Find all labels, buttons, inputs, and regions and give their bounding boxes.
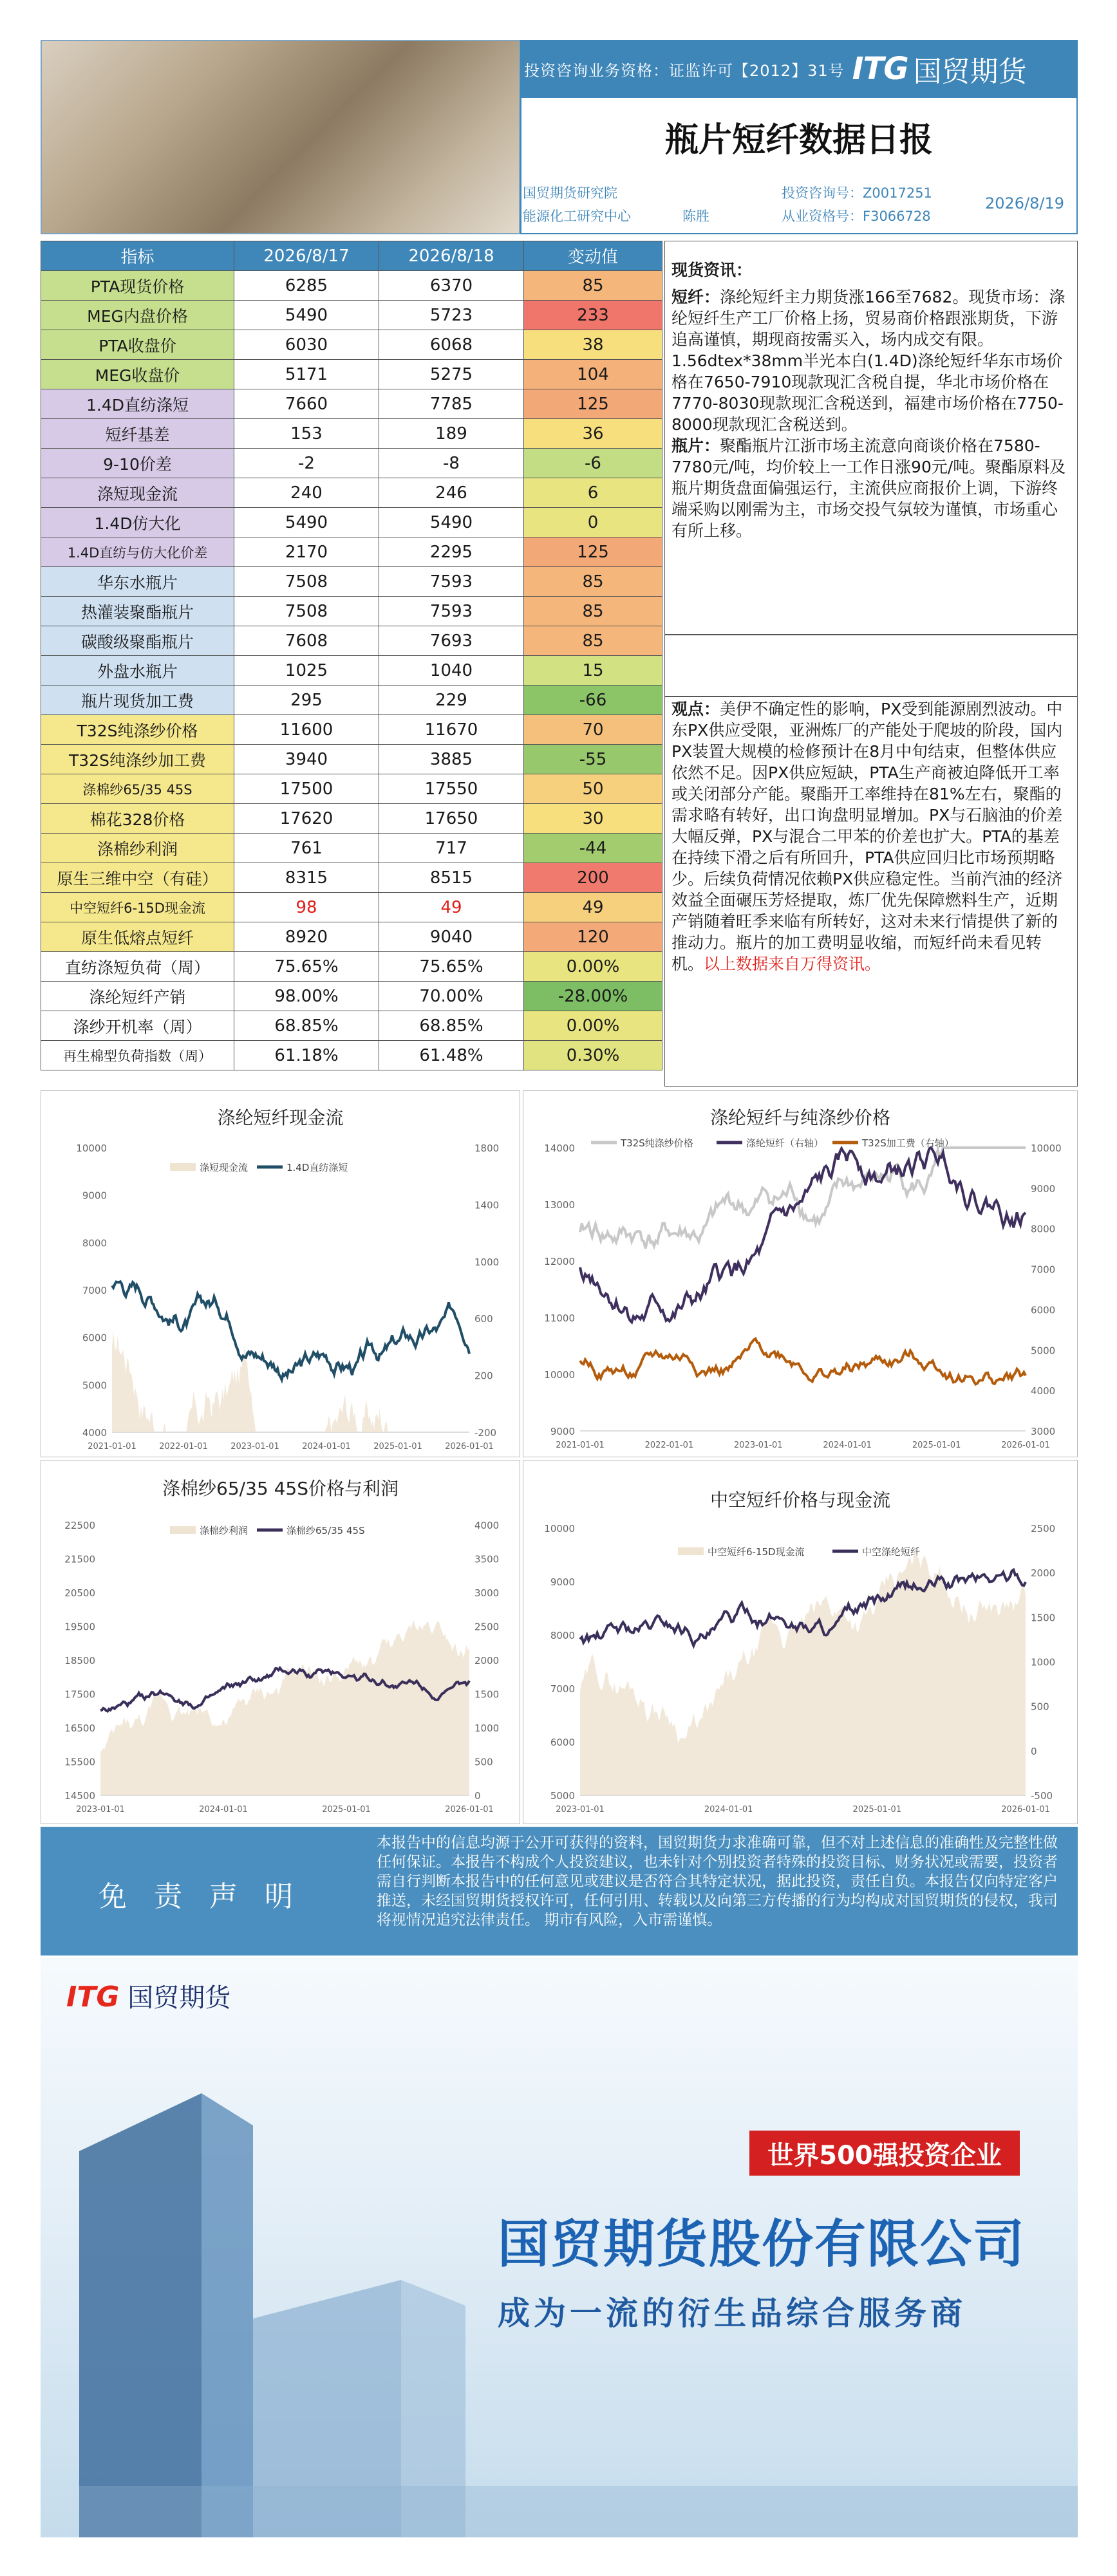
value-cell: 2295 (379, 537, 524, 567)
change-value: 49 (524, 893, 662, 922)
table-row (41, 597, 662, 626)
indicator-name: 原生三维中空（有硅） (41, 863, 234, 893)
value-cell: 7593 (379, 567, 524, 597)
change-value: -6 (524, 449, 662, 478)
right-tick-label: 3000 (474, 1587, 500, 1599)
disclaimer-text: 本报告中的信息均源于公开可获得的资料，国贸期货力求准确可靠，但不对上述信息的准确性及完整性做任何保证。本报告不构成个人投资建议，也未针对个别投资者特殊的投资目标、财务状况或需要，投资者需自行判断本报告中的任何意见或建议是否符合其特定状况，据此投资，责任自负。本报告仅向特定客户推送，未经国贸期货授权许可，任何引用、转载以及向第三方传播的行为均构成对国贸期货的侵权，我司将视情况追究法律责任。 期市有风险，入市需谨慎。 (377, 1834, 1058, 1928)
legend-label: 中空短纤6-15D现金流 (708, 1546, 805, 1558)
indicator-name: 直纺涤短负荷（周） (41, 952, 234, 982)
value-cell: 61.48% (379, 1041, 524, 1070)
value-cell: 1040 (379, 656, 524, 686)
value-cell: 9040 (379, 922, 524, 952)
table-row (41, 537, 662, 567)
indicator-name: 再生棉型负荷指数（周） (41, 1041, 234, 1070)
value-cell: 68.85% (379, 1011, 524, 1041)
value-cell: 68.85% (234, 1011, 379, 1041)
indicator-name: MEG收盘价 (41, 360, 234, 389)
value-cell: 98.00% (234, 982, 379, 1011)
change-value: 85 (524, 626, 662, 656)
right-tick-label: 9000 (1031, 1182, 1056, 1195)
right-tick-label: 1000 (474, 1256, 500, 1268)
disclaimer-title: 免 责 声 明 (99, 1880, 302, 1913)
indicator-name: 涤棉纱利润 (41, 834, 234, 863)
right-tick-label: 8000 (1031, 1223, 1056, 1235)
legend-swatch (170, 1526, 196, 1534)
value-cell: 153 (234, 419, 379, 449)
header-photo (41, 40, 520, 234)
x-tick-label: 2025-01-01 (912, 1441, 961, 1450)
value-cell: 5171 (234, 360, 379, 389)
report-title: 瓶片短纤数据日报 (520, 98, 1078, 175)
x-tick-label: 2024-01-01 (302, 1442, 351, 1451)
value-cell: 7608 (234, 626, 379, 656)
value-cell: 75.65% (379, 952, 524, 982)
table-row (41, 1041, 662, 1070)
value-cell: 7693 (379, 626, 524, 656)
right-tick-label: 1500 (1031, 1612, 1056, 1624)
right-tick-label: 2500 (1031, 1523, 1056, 1535)
company-banner (41, 1958, 1078, 2537)
change-value: 200 (524, 863, 662, 893)
value-cell: 3940 (234, 745, 379, 774)
right-tick-label: 600 (474, 1313, 493, 1325)
right-tick-label: 1000 (474, 1722, 500, 1734)
value-cell: 6370 (379, 271, 524, 301)
indicator-name: 涤纶短纤产销 (41, 982, 234, 1011)
table-row (41, 656, 662, 686)
table-row (41, 389, 662, 419)
left-tick-label: 17500 (64, 1688, 95, 1701)
change-value: 70 (524, 715, 662, 745)
indicator-name: 涤纱开机率（周） (41, 1011, 234, 1041)
change-value: 120 (524, 922, 662, 952)
value-cell: 246 (379, 478, 524, 508)
value-cell: 17550 (379, 774, 524, 804)
value-cell: 17650 (379, 804, 524, 834)
chart-staple-yarn-price (523, 1090, 1078, 1457)
legend-label: 涤棉纱利润 (200, 1525, 249, 1536)
table-row (41, 271, 662, 301)
logo-itg: ITG (852, 51, 908, 87)
x-tick-label: 2024-01-01 (823, 1441, 872, 1450)
x-tick-label: 2025-01-01 (373, 1442, 422, 1451)
change-value: -66 (524, 686, 662, 715)
legend-label: 涤纶短纤（右轴） (746, 1137, 824, 1149)
change-value: 0.00% (524, 952, 662, 982)
logo-cn: 国贸期货 (913, 55, 1027, 88)
x-tick-label: 2023-01-01 (734, 1441, 783, 1450)
indicator-name: 涤棉纱65/35 45S (41, 774, 234, 804)
value-cell: 8315 (234, 863, 379, 893)
value-cell: 8515 (379, 863, 524, 893)
table-row (41, 330, 662, 360)
value-cell: 189 (379, 419, 524, 449)
change-value: 50 (524, 774, 662, 804)
value-cell: 7508 (234, 567, 379, 597)
value-cell: 49 (379, 893, 524, 922)
value-cell: 7660 (234, 389, 379, 419)
legend-label: T32S加工费（右轴） (862, 1137, 954, 1149)
right-tick-label: 5000 (1031, 1345, 1056, 1357)
right-tick-label: 500 (1031, 1701, 1049, 1713)
left-tick-label: 14000 (544, 1143, 575, 1154)
indicator-name: 棉花328价格 (41, 804, 234, 834)
source-note: 以上数据来自万得资讯。 (704, 955, 881, 973)
indicator-name: PTA现货价格 (41, 271, 234, 301)
report-date: 2026/8/19 (985, 194, 1065, 212)
change-value: 0.30% (524, 1041, 662, 1070)
change-value: 85 (524, 597, 662, 626)
table-row (41, 863, 662, 893)
left-tick-label: 7000 (82, 1285, 107, 1296)
left-tick-label: 6000 (82, 1332, 107, 1344)
value-cell: 17620 (234, 804, 379, 834)
table-row (41, 567, 662, 597)
chart-title: 涤纶短纤现金流 (217, 1107, 344, 1128)
indicator-name: 外盘水瓶片 (41, 656, 234, 686)
x-tick-label: 2021-01-01 (556, 1441, 605, 1450)
legend-swatch (170, 1163, 196, 1171)
value-cell: 7508 (234, 597, 379, 626)
change-value: -28.00% (524, 982, 662, 1011)
left-tick-label: 18500 (64, 1655, 95, 1666)
dept1: 国贸期货研究院 (523, 185, 617, 201)
indicator-name: 1.4D直纺与仿大化价差 (41, 537, 234, 567)
value-cell: 5490 (234, 508, 379, 537)
table-header-cell: 指标 (41, 241, 234, 271)
legend-label: 1.4D直纺涤短 (286, 1162, 348, 1173)
right-tick-label: 500 (474, 1756, 493, 1768)
change-value: 38 (524, 330, 662, 360)
left-tick-label: 8000 (550, 1630, 575, 1641)
value-cell: 11670 (379, 715, 524, 745)
indicator-name: T32S纯涤纱加工费 (41, 745, 234, 774)
change-value: -44 (524, 834, 662, 863)
value-cell: 3885 (379, 745, 524, 774)
right-tick-label: 1500 (474, 1688, 500, 1701)
value-cell: 6030 (234, 330, 379, 360)
right-tick-label: 4000 (474, 1520, 500, 1531)
change-value: 233 (524, 301, 662, 330)
chart-hollow-fiber (523, 1460, 1078, 1824)
left-tick-label: 20500 (64, 1587, 95, 1599)
right-tick-label: 1000 (1031, 1656, 1056, 1668)
left-tick-label: 15500 (64, 1756, 95, 1768)
left-tick-label: 7000 (550, 1683, 575, 1695)
value-cell: 17500 (234, 774, 379, 804)
left-tick-label: 14500 (64, 1790, 95, 1802)
legend-label: 涤短现金流 (200, 1162, 249, 1173)
practice-no: 从业资格号：F3066728 (782, 209, 931, 224)
x-tick-label: 2026-01-01 (445, 1442, 494, 1451)
indicator-name: PTA收盘价 (41, 330, 234, 360)
change-value: -55 (524, 745, 662, 774)
indicator-name: 华东水瓶片 (41, 567, 234, 597)
value-cell: 1025 (234, 656, 379, 686)
table-row (41, 360, 662, 389)
indicator-name: 9-10价差 (41, 449, 234, 478)
table-header-cell: 2026/8/17 (234, 241, 379, 271)
x-tick-label: 2022-01-01 (159, 1442, 208, 1451)
banner-logo: ITG 国贸期货 (66, 1981, 231, 2013)
value-cell: 75.65% (234, 952, 379, 982)
right-tick-label: 2500 (474, 1621, 500, 1633)
right-tick-label: 10000 (1031, 1143, 1062, 1154)
indicator-name: MEG内盘价格 (41, 301, 234, 330)
legend-label: 中空涤纶短纤 (862, 1546, 921, 1558)
right-tick-label: 7000 (1031, 1264, 1056, 1276)
value-cell: 7593 (379, 597, 524, 626)
left-tick-label: 19500 (64, 1621, 95, 1633)
left-tick-label: 16500 (64, 1722, 95, 1734)
x-tick-label: 2026-01-01 (1001, 1441, 1050, 1450)
table-row (41, 952, 662, 982)
dept2: 能源化工研究中心 (523, 209, 631, 224)
indicator-name: 1.4D仿大化 (41, 508, 234, 537)
value-cell: 5490 (379, 508, 524, 537)
x-tick-label: 2023-01-01 (230, 1442, 279, 1451)
change-value: 85 (524, 271, 662, 301)
value-cell: 61.18% (234, 1041, 379, 1070)
right-tick-label: 3000 (1031, 1426, 1056, 1437)
table-header-cell: 变动值 (524, 241, 662, 271)
left-tick-label: 10000 (544, 1523, 575, 1535)
value-cell: -2 (234, 449, 379, 478)
left-tick-label: 21500 (64, 1553, 95, 1565)
indicator-name: 瓶片现货加工费 (41, 686, 234, 715)
left-tick-label: 9000 (82, 1190, 107, 1202)
indicator-name: 热灌装聚酯瓶片 (41, 597, 234, 626)
spot-title: 现货资讯： (671, 261, 753, 279)
right-tick-label: 6000 (1031, 1304, 1056, 1316)
left-tick-label: 9000 (550, 1426, 575, 1437)
x-tick-label: 2025-01-01 (322, 1805, 371, 1815)
left-tick-label: 8000 (82, 1237, 107, 1249)
right-tick-label: 2000 (474, 1655, 500, 1666)
table-row (41, 449, 662, 478)
right-tick-label: 1400 (474, 1199, 500, 1211)
series-area (580, 1547, 1026, 1795)
right-tick-label: 200 (474, 1370, 493, 1382)
left-tick-label: 4000 (82, 1427, 107, 1439)
left-tick-label: 5000 (550, 1790, 575, 1802)
header-info (520, 175, 1078, 234)
value-cell: -8 (379, 449, 524, 478)
company-name: 国贸期货股份有限公司 (498, 2214, 1026, 2274)
chart-title: 涤棉纱65/35 45S价格与利润 (162, 1478, 399, 1499)
change-value: 125 (524, 537, 662, 567)
value-cell: 70.00% (379, 982, 524, 1011)
table-row (41, 626, 662, 656)
value-cell: 5723 (379, 301, 524, 330)
table-row (41, 745, 662, 774)
x-tick-label: 2022-01-01 (644, 1441, 694, 1450)
table-row (41, 686, 662, 715)
change-value: 125 (524, 389, 662, 419)
change-value: 85 (524, 567, 662, 597)
value-cell: 717 (379, 834, 524, 863)
company-slogan: 成为一流的衍生品综合服务商 (498, 2295, 966, 2332)
table-row (41, 715, 662, 745)
x-tick-label: 2026-01-01 (1001, 1805, 1050, 1815)
legend-label: T32S纯涤纱价格 (621, 1137, 693, 1149)
right-tick-label: 0 (1031, 1745, 1037, 1757)
change-value: 15 (524, 656, 662, 686)
indicator-name: 涤短现金流 (41, 478, 234, 508)
right-tick-label: -200 (474, 1427, 497, 1439)
value-cell: 5275 (379, 360, 524, 389)
value-cell: 7785 (379, 389, 524, 419)
view-label: 观点： (671, 700, 720, 718)
table-header-cell: 2026/8/18 (379, 241, 524, 271)
value-cell: 295 (234, 686, 379, 715)
left-tick-label: 13000 (544, 1199, 575, 1211)
change-value: 0.00% (524, 1011, 662, 1041)
news-spacer (664, 635, 1078, 696)
x-tick-label: 2024-01-01 (199, 1805, 248, 1815)
change-value: 104 (524, 360, 662, 389)
license-text: 投资咨询业务资格：证监许可【2012】31号 (524, 61, 845, 80)
series-line (580, 1148, 1026, 1322)
value-cell: 98 (234, 893, 379, 922)
left-tick-label: 9000 (550, 1576, 575, 1588)
staple-paragraph: 短纤：涤纶短纤主力期货涨166至7682。现货市场：涤纶短纤生产工厂价格上扬，贸易商价格跟涨期货，下游追高谨慎，期现商按需买入，场内成交有限。1.56dtex*38mm半光本白(1.4D)涤纶短纤华东市场价格在7650-7910现款现汇含税自提，华北市场价格在7770-8030现款现汇含税送到，福建市场价格在7750-8000现款现汇含税送到。 (671, 288, 1065, 434)
table-row (41, 508, 662, 537)
value-cell: 229 (379, 686, 524, 715)
right-tick-label: -500 (1031, 1790, 1053, 1802)
series-line (112, 1282, 469, 1379)
table-row (41, 478, 662, 508)
value-cell: 240 (234, 478, 379, 508)
value-cell: 6068 (379, 330, 524, 360)
consult-no: 投资咨询号：Z0017251 (782, 185, 932, 201)
x-tick-label: 2024-01-01 (704, 1805, 753, 1815)
value-cell: 5490 (234, 301, 379, 330)
x-tick-label: 2023-01-01 (556, 1805, 605, 1815)
x-tick-label: 2021-01-01 (88, 1442, 136, 1451)
change-value: 0 (524, 508, 662, 537)
x-tick-label: 2023-01-01 (76, 1805, 125, 1815)
chart-title: 涤纶短纤与纯涤纱价格 (709, 1107, 890, 1128)
left-tick-label: 6000 (550, 1737, 575, 1748)
left-tick-label: 10000 (544, 1369, 575, 1381)
change-value: 36 (524, 419, 662, 449)
disclaimer (41, 1827, 1078, 1955)
table-row (41, 419, 662, 449)
left-tick-label: 5000 (82, 1379, 107, 1392)
right-tick-label: 4000 (1031, 1385, 1056, 1397)
right-tick-label: 1800 (474, 1143, 500, 1154)
table-row (41, 982, 662, 1011)
table-row (41, 774, 662, 804)
right-tick-label: 3500 (474, 1553, 500, 1565)
chart-title: 中空短纤价格与现金流 (709, 1489, 890, 1511)
view-text: 美伊不确定性的影响，PX受到能源剧烈波动。中东PX供应受限，亚洲炼厂的产能处于爬坡的阶段，国内PX装置大规模的检修预计在8月中旬结束，但整体供应依然不足。因PX供应短缺，PTA生产商被迫降低开工率或关闭部分产能。聚酯开工率维持在81%左右，聚酯的需求略有转好，出口询盘明显增加。PX与石脑油的价差大幅反弹，PX与混合二甲苯的价差也扩大。PTA的基差在持续下滑之后有所回升，PTA供应回归比市场预期略少。后续负荷情况依赖PX供应稳定性。当前汽油的经济效益全面碾压芳烃提取，炼厂优先保障燃料生产，近期产销随着旺季来临有所转好，这对未来行情提供了新的推动力。瓶片的加工费明显收缩，而短纤尚未看见转机。 (671, 700, 1063, 973)
data-table (41, 241, 662, 1070)
right-tick-label: 0 (474, 1790, 481, 1802)
indicator-name: T32S纯涤纱价格 (41, 715, 234, 745)
news-spot (664, 241, 1078, 635)
table-row (41, 834, 662, 863)
table-row (41, 1011, 662, 1041)
table-row (41, 893, 662, 922)
table-row (41, 301, 662, 330)
series-area (100, 1621, 469, 1795)
indicator-name: 中空短纤6-15D现金流 (41, 893, 234, 922)
chart-staple-cashflow (41, 1090, 520, 1457)
right-tick-label: 2000 (1031, 1567, 1056, 1580)
value-cell: 2170 (234, 537, 379, 567)
header-bar (520, 40, 1078, 98)
badge-fortune500: 世界500强投资企业 (749, 2131, 1020, 2176)
bottle-paragraph: 瓶片：聚酯瓶片江浙市场主流意向商谈价格在7580-7780元/吨，均价较上一工作日涨90元/吨。聚酯原料及瓶片期货盘面偏强运行，主流供应商报价上调，下游终端采购以刚需为主，市场交投气氛较为谨慎，市场重心有所上移。 (671, 436, 1066, 540)
change-value: 30 (524, 804, 662, 834)
chart-tc-yarn (41, 1460, 520, 1824)
table-row (41, 804, 662, 834)
series-line (580, 1339, 1026, 1385)
left-tick-label: 22500 (64, 1520, 95, 1531)
table-row (41, 922, 662, 952)
left-tick-label: 10000 (76, 1143, 107, 1154)
change-value: 6 (524, 478, 662, 508)
value-cell: 11600 (234, 715, 379, 745)
author: 陈胜 (682, 209, 709, 224)
value-cell: 8920 (234, 922, 379, 952)
legend-label: 涤棉纱65/35 45S (286, 1525, 365, 1536)
left-tick-label: 12000 (544, 1256, 575, 1267)
left-tick-label: 11000 (544, 1312, 575, 1324)
indicator-name: 碳酸级聚酯瓶片 (41, 626, 234, 656)
indicator-name: 1.4D直纺涤短 (41, 389, 234, 419)
indicator-name: 原生低熔点短纤 (41, 922, 234, 952)
indicator-name: 短纤基差 (41, 419, 234, 449)
value-cell: 6285 (234, 271, 379, 301)
x-tick-label: 2025-01-01 (852, 1805, 902, 1815)
news-view (664, 696, 1078, 1087)
value-cell: 761 (234, 834, 379, 863)
legend-swatch (678, 1547, 704, 1555)
x-tick-label: 2026-01-01 (445, 1805, 494, 1815)
